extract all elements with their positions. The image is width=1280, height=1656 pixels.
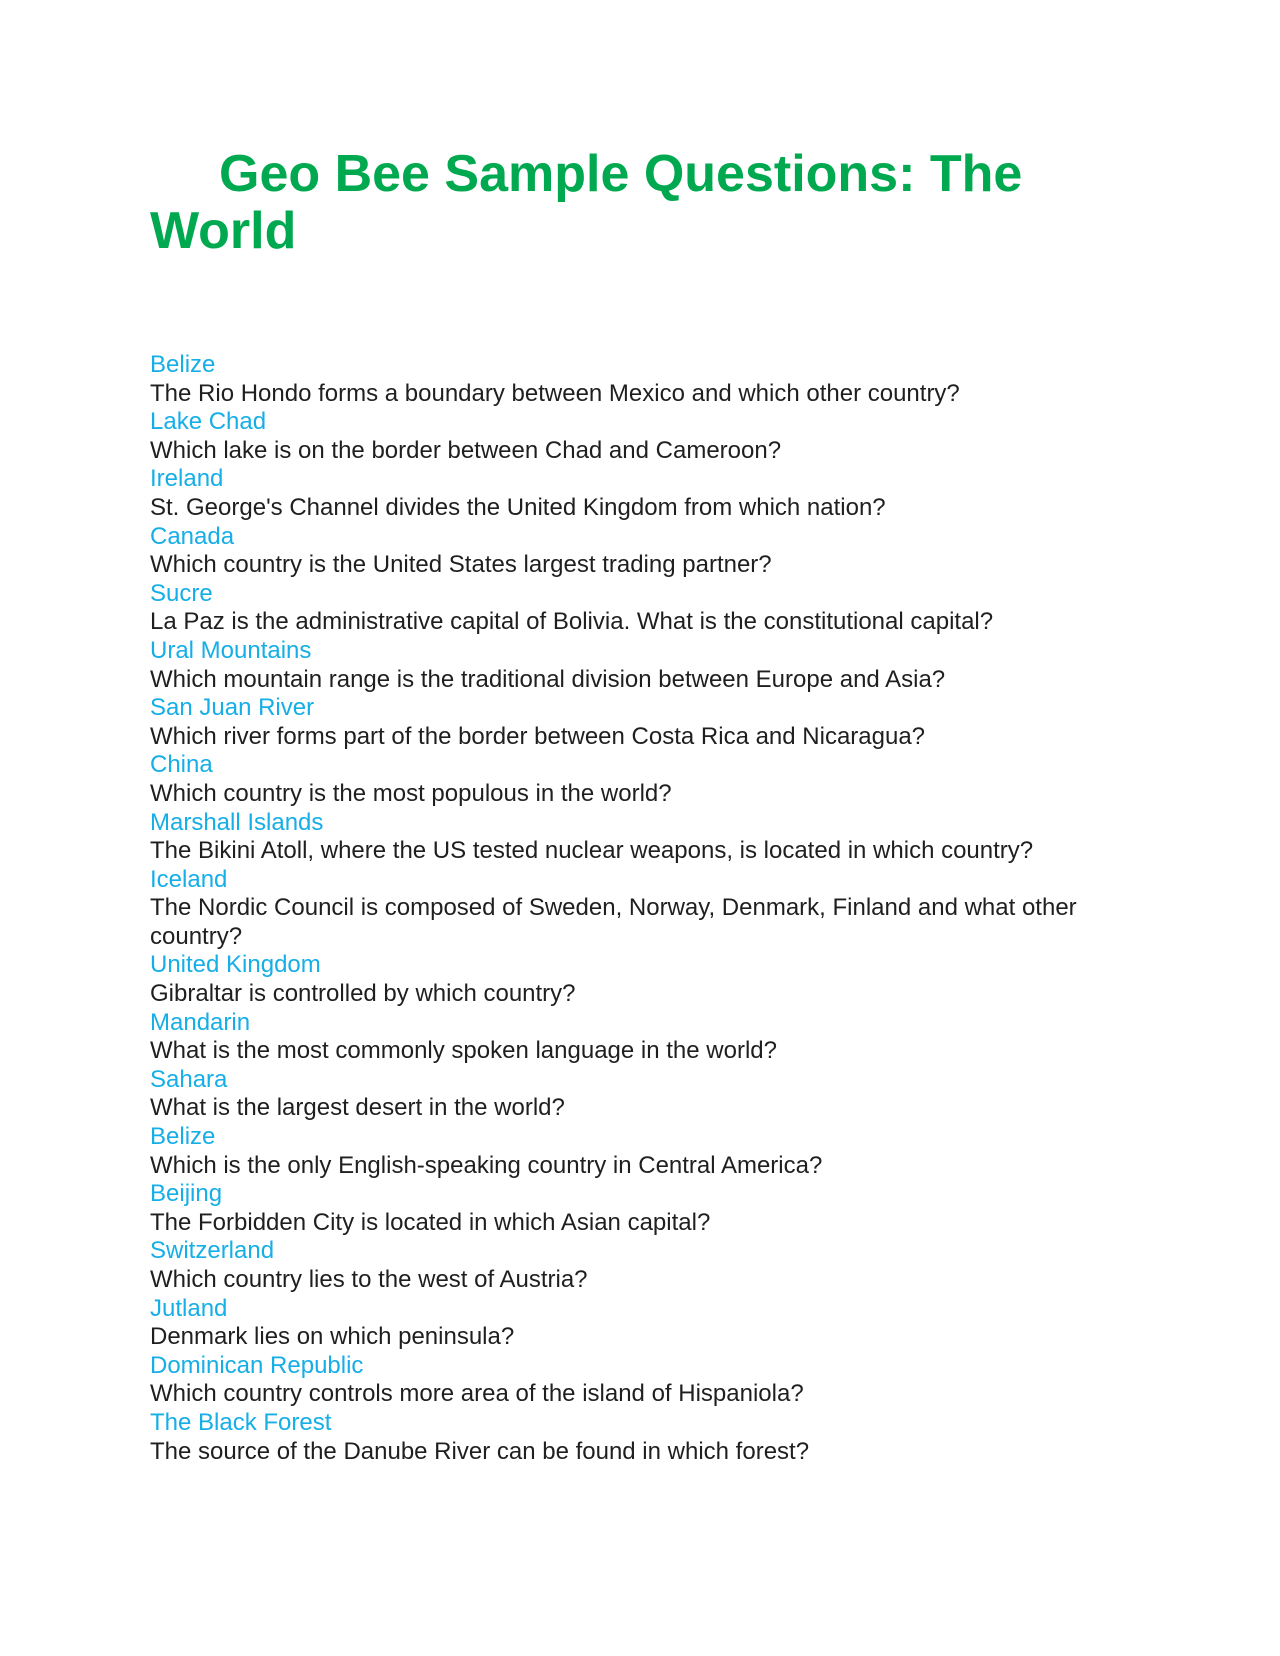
- question-text: Which country controls more area of the island of Hispaniola?: [150, 1380, 804, 1408]
- answer-link[interactable]: Iceland: [150, 865, 228, 893]
- answer-link[interactable]: Lake Chad: [150, 408, 267, 436]
- question-text: Denmark lies on which peninsula?: [150, 1323, 515, 1351]
- qa-item: [150, 1009, 1150, 1066]
- question-text: What is the largest desert in the world?: [150, 1094, 565, 1122]
- answer-link[interactable]: Dominican Republic: [150, 1351, 364, 1379]
- question-text: What is the most commonly spoken language in the world?: [150, 1037, 777, 1065]
- qa-item: [150, 694, 1150, 751]
- qa-item: [150, 1066, 1150, 1123]
- qa-item: [150, 1123, 1150, 1180]
- answer-link[interactable]: United Kingdom: [150, 951, 321, 979]
- answer-link[interactable]: Ural Mountains: [150, 636, 312, 664]
- page-title: Geo Bee Sample Questions: The World: [150, 145, 1023, 260]
- question-text: The Nordic Council is composed of Sweden, Norway, Denmark, Finland and what other country?: [150, 894, 1077, 950]
- qa-item: [150, 866, 1150, 952]
- qa-item: [150, 1352, 1150, 1409]
- question-text: Which is the only English-speaking country in Central America?: [150, 1151, 823, 1179]
- answer-link[interactable]: Beijing: [150, 1180, 223, 1208]
- qa-item: [150, 351, 1150, 408]
- question-answer-list: [150, 351, 1150, 1466]
- answer-link[interactable]: Canada: [150, 522, 235, 550]
- answer-link[interactable]: Mandarin: [150, 1008, 251, 1036]
- answer-link[interactable]: The Black Forest: [150, 1408, 332, 1436]
- answer-link[interactable]: Sucre: [150, 579, 213, 607]
- question-text: St. George's Channel divides the United Kingdom from which nation?: [150, 493, 886, 521]
- qa-item: [150, 580, 1150, 637]
- question-text: Which country is the most populous in the world?: [150, 779, 672, 807]
- qa-item: [150, 1409, 1150, 1466]
- qa-item: [150, 465, 1150, 522]
- answer-link[interactable]: San Juan River: [150, 694, 315, 722]
- qa-item: [150, 1237, 1150, 1294]
- qa-item: [150, 523, 1150, 580]
- qa-item: [150, 951, 1150, 1008]
- question-text: The Forbidden City is located in which Asian capital?: [150, 1208, 711, 1236]
- question-text: La Paz is the administrative capital of Bolivia. What is the constitutional capital?: [150, 608, 994, 636]
- answer-link[interactable]: Belize: [150, 351, 216, 378]
- qa-item: [150, 637, 1150, 694]
- question-text: Which country lies to the west of Austria?: [150, 1266, 588, 1293]
- question-text: The Bikini Atoll, where the US tested nuclear weapons, is located in which country?: [150, 837, 1034, 865]
- question-text: Gibraltar is controlled by which country?: [150, 980, 576, 1008]
- qa-item: [150, 809, 1150, 866]
- question-text: The source of the Danube River can be found in which forest?: [150, 1437, 810, 1465]
- answer-link[interactable]: Ireland: [150, 465, 224, 493]
- answer-link[interactable]: Belize: [150, 1123, 216, 1151]
- answer-link[interactable]: Jutland: [150, 1294, 228, 1322]
- qa-item: [150, 1180, 1150, 1237]
- answer-link[interactable]: Switzerland: [150, 1237, 275, 1265]
- answer-link[interactable]: China: [150, 751, 213, 779]
- qa-item: [150, 408, 1150, 465]
- question-text: Which country is the United States largest trading partner?: [150, 551, 772, 579]
- answer-link[interactable]: Sahara: [150, 1065, 228, 1093]
- question-text: The Rio Hondo forms a boundary between Mexico and which other country?: [150, 379, 960, 407]
- question-text: Which mountain range is the traditional division between Europe and Asia?: [150, 665, 946, 693]
- qa-item: [150, 1295, 1150, 1352]
- answer-link[interactable]: Marshall Islands: [150, 808, 324, 836]
- qa-item: [150, 751, 1150, 808]
- question-text: Which lake is on the border between Chad and Cameroon?: [150, 436, 782, 464]
- question-text: Which river forms part of the border between Costa Rica and Nicaragua?: [150, 722, 926, 750]
